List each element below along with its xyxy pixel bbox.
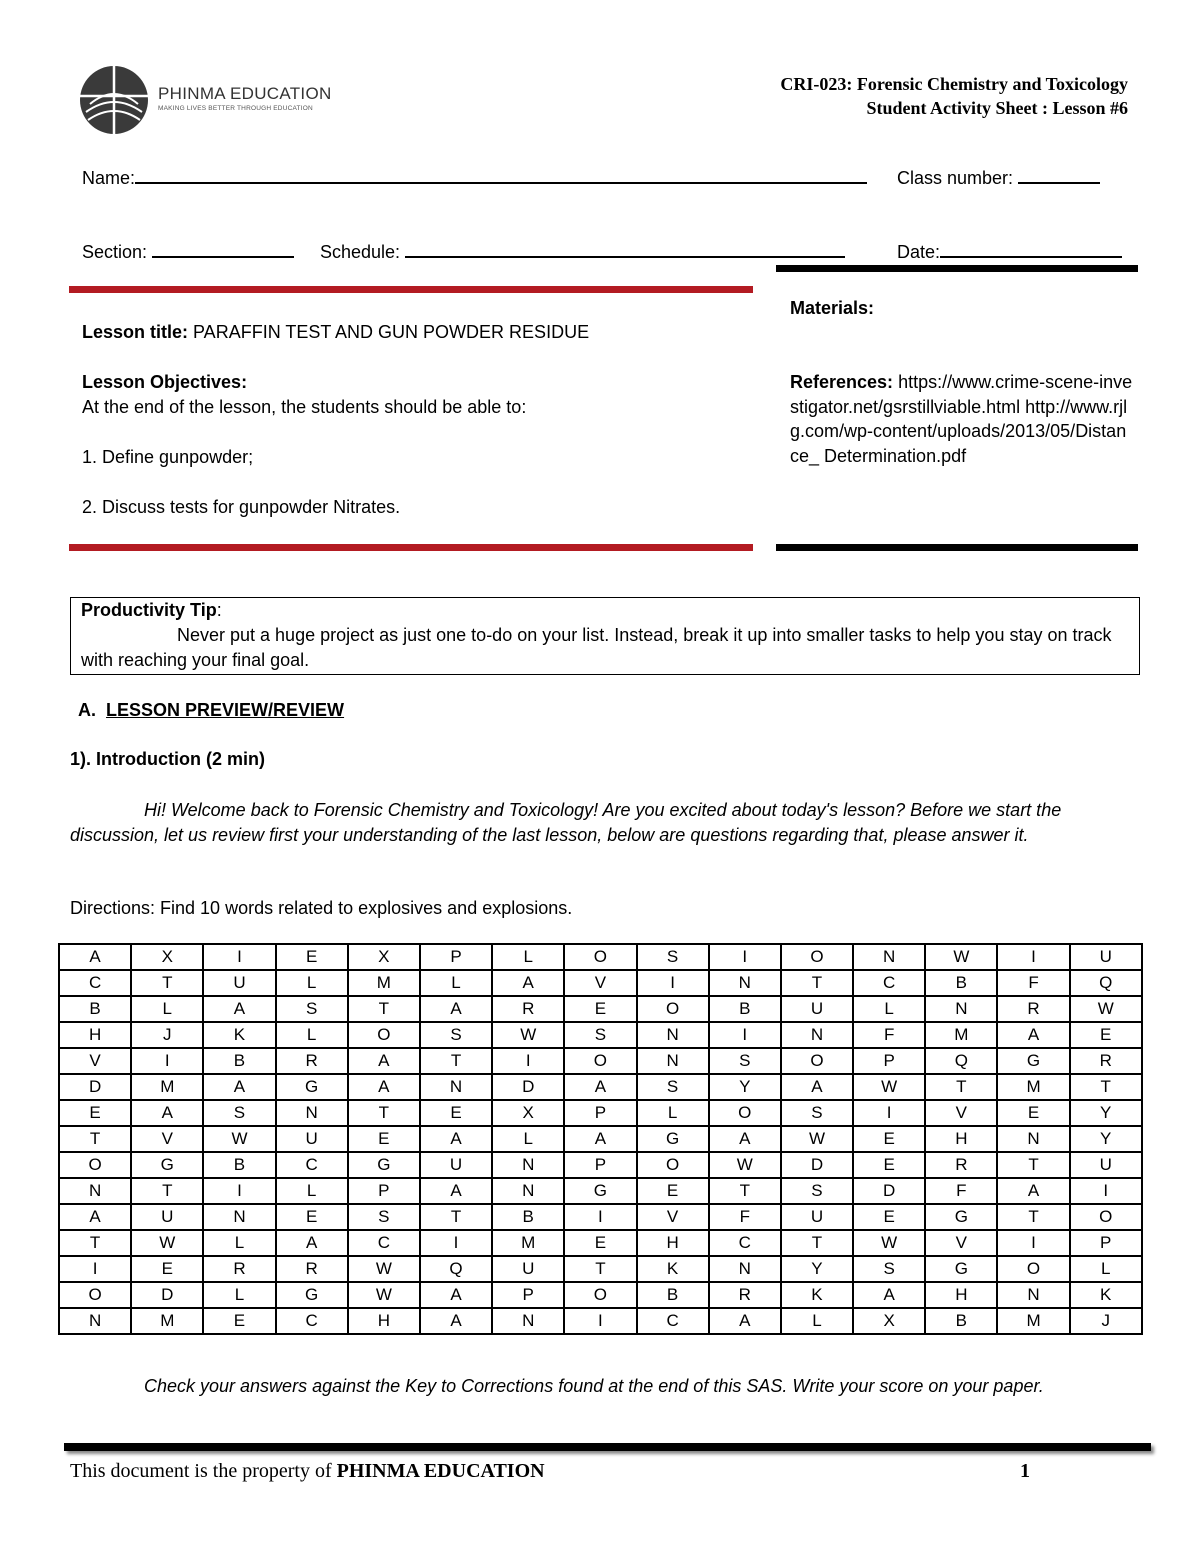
word-search-cell: G — [131, 1152, 203, 1178]
word-search-cell: N — [925, 996, 997, 1022]
word-search-cell: G — [925, 1256, 997, 1282]
word-search-cell: O — [709, 1100, 781, 1126]
word-search-cell: O — [997, 1256, 1069, 1282]
word-search-cell: N — [709, 970, 781, 996]
word-search-cell: A — [853, 1282, 925, 1308]
word-search-cell: O — [59, 1152, 131, 1178]
word-search-cell: C — [276, 1308, 348, 1334]
word-search-cell: W — [781, 1126, 853, 1152]
word-search-cell: F — [709, 1204, 781, 1230]
word-search-cell: S — [781, 1178, 853, 1204]
word-search-cell: Q — [1070, 970, 1142, 996]
word-search-cell: D — [131, 1282, 203, 1308]
word-search-cell: H — [59, 1022, 131, 1048]
word-search-cell: R — [276, 1048, 348, 1074]
word-search-cell: R — [492, 996, 564, 1022]
lesson-info — [82, 320, 742, 520]
word-search-cell: I — [420, 1230, 492, 1256]
word-search-cell: G — [637, 1126, 709, 1152]
word-search-cell: L — [203, 1282, 275, 1308]
word-search-row — [59, 1152, 1142, 1178]
word-search-cell: A — [203, 1074, 275, 1100]
word-search-cell: T — [925, 1074, 997, 1100]
word-search-cell: A — [564, 1126, 636, 1152]
word-search-cell: K — [1070, 1282, 1142, 1308]
word-search-cell: Q — [420, 1256, 492, 1282]
divider-red-bottom — [69, 544, 753, 551]
word-search-cell: B — [203, 1048, 275, 1074]
word-search-cell: A — [203, 996, 275, 1022]
word-search-cell: M — [997, 1308, 1069, 1334]
word-search-cell: I — [709, 944, 781, 970]
word-search-cell: O — [564, 944, 636, 970]
word-search-cell: Y — [1070, 1100, 1142, 1126]
references — [790, 370, 1135, 468]
word-search-cell: T — [348, 996, 420, 1022]
word-search-cell: K — [637, 1256, 709, 1282]
word-search-cell: T — [420, 1048, 492, 1074]
word-search-cell: U — [1070, 1152, 1142, 1178]
word-search-cell: N — [492, 1152, 564, 1178]
word-search-cell: W — [853, 1074, 925, 1100]
word-search-cell: D — [781, 1152, 853, 1178]
word-search-cell: E — [564, 996, 636, 1022]
word-search-cell: Y — [1070, 1126, 1142, 1152]
word-search-cell: M — [925, 1022, 997, 1048]
word-search-cell: O — [348, 1022, 420, 1048]
word-search-cell: O — [637, 1152, 709, 1178]
logo-text — [158, 84, 332, 112]
word-search-cell: R — [203, 1256, 275, 1282]
materials-label: Materials: — [790, 298, 875, 318]
word-search-row — [59, 1230, 1142, 1256]
word-search-cell: T — [781, 970, 853, 996]
objectives-heading: Lesson Objectives: — [82, 372, 248, 392]
word-search-row — [59, 1074, 1142, 1100]
class-number-label: Class number: — [897, 168, 1014, 188]
word-search-cell: A — [348, 1048, 420, 1074]
word-search-cell: O — [637, 996, 709, 1022]
word-search-cell: I — [131, 1048, 203, 1074]
word-search-cell: I — [1070, 1178, 1142, 1204]
word-search-cell: T — [59, 1230, 131, 1256]
word-search-cell: D — [59, 1074, 131, 1100]
word-search-cell: A — [276, 1230, 348, 1256]
sheet-title: Student Activity Sheet : Lesson #6 — [866, 98, 1128, 118]
word-search-cell: N — [709, 1256, 781, 1282]
word-search-cell: B — [925, 1308, 997, 1334]
word-search-cell: C — [709, 1230, 781, 1256]
name-field[interactable] — [82, 164, 867, 189]
word-search-cell: W — [348, 1282, 420, 1308]
word-search-cell: G — [276, 1282, 348, 1308]
word-search-cell: I — [637, 970, 709, 996]
word-search-cell: I — [492, 1048, 564, 1074]
word-search-cell: M — [348, 970, 420, 996]
objective-2: 2. Discuss tests for gunpowder Nitrates. — [82, 497, 401, 517]
word-search-cell: L — [781, 1308, 853, 1334]
word-search-cell: T — [59, 1126, 131, 1152]
word-search-cell: V — [59, 1048, 131, 1074]
word-search-row — [59, 1100, 1142, 1126]
word-search-cell: T — [131, 1178, 203, 1204]
footer-brand: PHINMA EDUCATION — [336, 1460, 545, 1482]
word-search-cell: G — [997, 1048, 1069, 1074]
word-search-cell: A — [420, 1308, 492, 1334]
word-search-cell: O — [1070, 1204, 1142, 1230]
word-search-cell: I — [709, 1022, 781, 1048]
word-search-cell: E — [420, 1100, 492, 1126]
word-search-cell: A — [420, 1178, 492, 1204]
word-search-cell: G — [925, 1204, 997, 1230]
word-search-cell: V — [564, 970, 636, 996]
word-search-cell: U — [781, 996, 853, 1022]
word-search-cell: Y — [781, 1256, 853, 1282]
tip-label: Productivity Tip — [81, 600, 217, 620]
word-search-cell: E — [276, 944, 348, 970]
word-search-cell: U — [131, 1204, 203, 1230]
word-search-cell: N — [781, 1022, 853, 1048]
word-search-cell: E — [276, 1204, 348, 1230]
schedule-label: Schedule: — [320, 242, 401, 262]
word-search-cell: M — [492, 1230, 564, 1256]
objectives-intro: At the end of the lesson, the students should be able to: — [82, 397, 527, 417]
word-search-cell: B — [709, 996, 781, 1022]
word-search-cell: O — [564, 1282, 636, 1308]
word-search-row — [59, 996, 1142, 1022]
word-search-cell: A — [420, 996, 492, 1022]
word-search-cell: C — [59, 970, 131, 996]
word-search-cell: X — [348, 944, 420, 970]
word-search-cell: E — [997, 1100, 1069, 1126]
word-search-cell: R — [925, 1152, 997, 1178]
word-search-cell: C — [348, 1230, 420, 1256]
word-search-cell: N — [853, 944, 925, 970]
word-search-cell: P — [348, 1178, 420, 1204]
word-search-cell: N — [59, 1178, 131, 1204]
word-search-cell: A — [59, 944, 131, 970]
word-search-cell: P — [1070, 1230, 1142, 1256]
word-search-cell: V — [637, 1204, 709, 1230]
word-search-cell: G — [348, 1152, 420, 1178]
word-search-cell: S — [637, 944, 709, 970]
word-search-cell: A — [420, 1282, 492, 1308]
footer-text: This document is the property of — [70, 1460, 337, 1482]
word-search-cell: L — [492, 1126, 564, 1152]
directions: Directions: Find 10 words related to explosives and explosions. — [70, 898, 573, 918]
word-search-cell: N — [492, 1308, 564, 1334]
word-search-cell: W — [1070, 996, 1142, 1022]
word-search-cell: B — [203, 1152, 275, 1178]
schedule-field[interactable] — [320, 238, 845, 263]
word-search-cell: H — [925, 1126, 997, 1152]
word-search-cell: A — [348, 1074, 420, 1100]
word-search-cell: W — [709, 1152, 781, 1178]
word-search-cell: P — [420, 944, 492, 970]
word-search-cell: S — [203, 1100, 275, 1126]
word-search-cell: A — [709, 1126, 781, 1152]
word-search-cell: B — [492, 1204, 564, 1230]
word-search-cell: L — [637, 1100, 709, 1126]
word-search-cell: I — [203, 1178, 275, 1204]
word-search-cell: S — [276, 996, 348, 1022]
footer-bar — [64, 1443, 1151, 1451]
word-search-cell: N — [420, 1074, 492, 1100]
word-search-cell: D — [853, 1178, 925, 1204]
word-search-cell: T — [997, 1204, 1069, 1230]
word-search-cell: W — [131, 1230, 203, 1256]
word-search-cell: R — [709, 1282, 781, 1308]
word-search-cell: P — [492, 1282, 564, 1308]
word-search-cell: H — [637, 1230, 709, 1256]
word-search-cell: O — [59, 1282, 131, 1308]
word-search-cell: V — [131, 1126, 203, 1152]
word-search-cell: Q — [925, 1048, 997, 1074]
section-field[interactable] — [82, 238, 294, 263]
word-search-cell: A — [997, 1178, 1069, 1204]
logo-name: PHINMA EDUCATION — [158, 84, 332, 103]
word-search-cell: I — [203, 944, 275, 970]
word-search-cell: A — [709, 1308, 781, 1334]
word-search-cell: H — [925, 1282, 997, 1308]
word-search-cell: S — [564, 1022, 636, 1048]
word-search-cell: T — [709, 1178, 781, 1204]
class-number-field[interactable] — [897, 164, 1100, 189]
footer — [70, 1460, 545, 1483]
word-search-cell: A — [59, 1204, 131, 1230]
word-search-cell: O — [564, 1048, 636, 1074]
word-search-cell: X — [131, 944, 203, 970]
word-search-cell: S — [709, 1048, 781, 1074]
word-search-cell: J — [1070, 1308, 1142, 1334]
word-search-cell: S — [348, 1204, 420, 1230]
word-search-cell: I — [997, 1230, 1069, 1256]
word-search-cell: S — [781, 1100, 853, 1126]
word-search-cell: E — [564, 1230, 636, 1256]
word-search-cell: E — [637, 1178, 709, 1204]
word-search-grid — [58, 943, 1143, 1335]
word-search-cell: T — [997, 1152, 1069, 1178]
word-search-cell: W — [203, 1126, 275, 1152]
word-search-row — [59, 1126, 1142, 1152]
word-search-row — [59, 1022, 1142, 1048]
date-label: Date: — [897, 242, 941, 262]
word-search-cell: V — [925, 1100, 997, 1126]
word-search-cell: I — [564, 1204, 636, 1230]
word-search-cell: F — [997, 970, 1069, 996]
word-search-cell: L — [853, 996, 925, 1022]
word-search-row — [59, 1308, 1142, 1334]
word-search-cell: A — [564, 1074, 636, 1100]
word-search-cell: T — [348, 1100, 420, 1126]
section-a-heading: A. LESSON PREVIEW/REVIEW — [78, 700, 345, 720]
check-answers-text: Check your answers against the Key to Corrections found at the end of this SAS. Write your score on your paper. — [144, 1376, 1044, 1396]
word-search-cell: L — [420, 970, 492, 996]
word-search-row — [59, 1282, 1142, 1308]
word-search-cell: R — [997, 996, 1069, 1022]
productivity-tip-box: Productivity Tip: Never put a huge project as just one to-do on your list. Instead, break it up into smaller tasks to help you stay on track with reaching your final goal. — [70, 597, 1140, 675]
word-search-cell: A — [131, 1100, 203, 1126]
word-search-row — [59, 970, 1142, 996]
word-search-cell: T — [1070, 1074, 1142, 1100]
name-label: Name: — [82, 168, 136, 188]
word-search-cell: U — [492, 1256, 564, 1282]
word-search-cell: L — [276, 1022, 348, 1048]
word-search-cell: L — [492, 944, 564, 970]
references-text: https://www.crime-scene-investigator.net/gsrstillviable.html http://www.rjlg.com/wp-content/uploads/2013/05/Distance_ Determination.pdf — [790, 372, 1133, 466]
word-search-cell: X — [853, 1308, 925, 1334]
word-search-cell: K — [203, 1022, 275, 1048]
word-search-cell: N — [492, 1178, 564, 1204]
word-search-cell: O — [781, 944, 853, 970]
word-search-cell: X — [492, 1100, 564, 1126]
date-field[interactable] — [897, 238, 1122, 263]
word-search-cell: Y — [709, 1074, 781, 1100]
word-search-cell: P — [564, 1100, 636, 1126]
word-search-cell: W — [853, 1230, 925, 1256]
word-search-cell: U — [1070, 944, 1142, 970]
word-search-cell: H — [348, 1308, 420, 1334]
divider-black-top — [776, 265, 1138, 272]
word-search-cell: U — [203, 970, 275, 996]
word-search-cell: U — [276, 1126, 348, 1152]
divider-red-top — [69, 286, 753, 293]
word-search-cell: N — [637, 1048, 709, 1074]
word-search-cell: D — [492, 1074, 564, 1100]
word-search-cell: L — [276, 1178, 348, 1204]
word-search-cell: W — [348, 1256, 420, 1282]
word-search-cell: C — [853, 970, 925, 996]
word-search-cell: L — [131, 996, 203, 1022]
word-search-cell: M — [131, 1074, 203, 1100]
word-search-cell: M — [131, 1308, 203, 1334]
word-search-cell: N — [59, 1308, 131, 1334]
word-search-cell: S — [420, 1022, 492, 1048]
logo-tagline: MAKING LIVES BETTER THROUGH EDUCATION — [158, 105, 313, 112]
word-search-cell: A — [492, 970, 564, 996]
word-search-cell: B — [925, 970, 997, 996]
page-number: 1 — [1020, 1460, 1030, 1482]
word-search-cell: R — [1070, 1048, 1142, 1074]
word-search-cell: N — [997, 1282, 1069, 1308]
word-search-cell: L — [1070, 1256, 1142, 1282]
word-search-cell: S — [637, 1074, 709, 1100]
word-search-cell: T — [420, 1204, 492, 1230]
lesson-title: Lesson title: PARAFFIN TEST AND GUN POWDER RESIDUE — [82, 322, 590, 342]
word-search-cell: C — [276, 1152, 348, 1178]
word-search-cell: E — [203, 1308, 275, 1334]
section-label: Section: — [82, 242, 148, 262]
word-search-cell: J — [131, 1022, 203, 1048]
tip-text: Never put a huge project as just one to-do on your list. Instead, break it up into smaller tasks to help you stay on track with reaching your final goal. — [81, 625, 1112, 670]
word-search-cell: N — [637, 1022, 709, 1048]
word-search-row — [59, 1256, 1142, 1282]
word-search-cell: I — [997, 944, 1069, 970]
word-search-cell: F — [853, 1022, 925, 1048]
word-search-cell: R — [276, 1256, 348, 1282]
intro-text: Hi! Welcome back to Forensic Chemistry and Toxicology! Are you excited about today's lesson? Before we start the discussion, let us review first your understanding of the last lesson, below are questions regarding that, please answer it. — [70, 800, 1062, 845]
references-label: References: — [790, 372, 894, 392]
word-search-cell: A — [781, 1074, 853, 1100]
word-search-cell: N — [997, 1126, 1069, 1152]
word-search-cell: I — [853, 1100, 925, 1126]
word-search-cell: G — [276, 1074, 348, 1100]
word-search-cell: B — [59, 996, 131, 1022]
word-search-cell: U — [781, 1204, 853, 1230]
word-search-cell: O — [781, 1048, 853, 1074]
word-search-cell: E — [853, 1152, 925, 1178]
word-search-cell: E — [853, 1204, 925, 1230]
course-header — [780, 72, 1128, 120]
intro-heading: 1). Introduction (2 min) — [70, 749, 265, 769]
word-search-cell: T — [564, 1256, 636, 1282]
word-search-cell: T — [781, 1230, 853, 1256]
word-search-cell: T — [131, 970, 203, 996]
word-search-cell: S — [853, 1256, 925, 1282]
word-search-cell: V — [925, 1230, 997, 1256]
word-search-cell: B — [637, 1282, 709, 1308]
section-a-title: LESSON PREVIEW/REVIEW — [106, 700, 345, 720]
word-search-cell: A — [997, 1022, 1069, 1048]
word-search-row — [59, 1178, 1142, 1204]
word-search-cell: K — [781, 1282, 853, 1308]
word-search-cell: E — [853, 1126, 925, 1152]
word-search-row — [59, 1204, 1142, 1230]
word-search-row — [59, 1048, 1142, 1074]
word-search-cell: I — [564, 1308, 636, 1334]
objective-1: 1. Define gunpowder; — [82, 447, 254, 467]
word-search-cell: P — [564, 1152, 636, 1178]
word-search-cell: F — [925, 1178, 997, 1204]
course-title: CRI-023: Forensic Chemistry and Toxicology — [780, 74, 1128, 94]
word-search-cell: W — [492, 1022, 564, 1048]
word-search-cell: E — [131, 1256, 203, 1282]
word-search-cell: N — [203, 1204, 275, 1230]
word-search-cell: N — [276, 1100, 348, 1126]
word-search-cell: I — [59, 1256, 131, 1282]
word-search-cell: E — [1070, 1022, 1142, 1048]
word-search-cell: W — [925, 944, 997, 970]
word-search-row — [59, 944, 1142, 970]
word-search-cell: L — [203, 1230, 275, 1256]
word-search-cell: U — [420, 1152, 492, 1178]
divider-black-bottom — [776, 544, 1138, 551]
word-search-cell: C — [637, 1308, 709, 1334]
word-search-cell: M — [997, 1074, 1069, 1100]
word-search-cell: E — [348, 1126, 420, 1152]
word-search-cell: P — [853, 1048, 925, 1074]
word-search-cell: G — [564, 1178, 636, 1204]
word-search-cell: A — [420, 1126, 492, 1152]
word-search-cell: E — [59, 1100, 131, 1126]
word-search-cell: L — [276, 970, 348, 996]
